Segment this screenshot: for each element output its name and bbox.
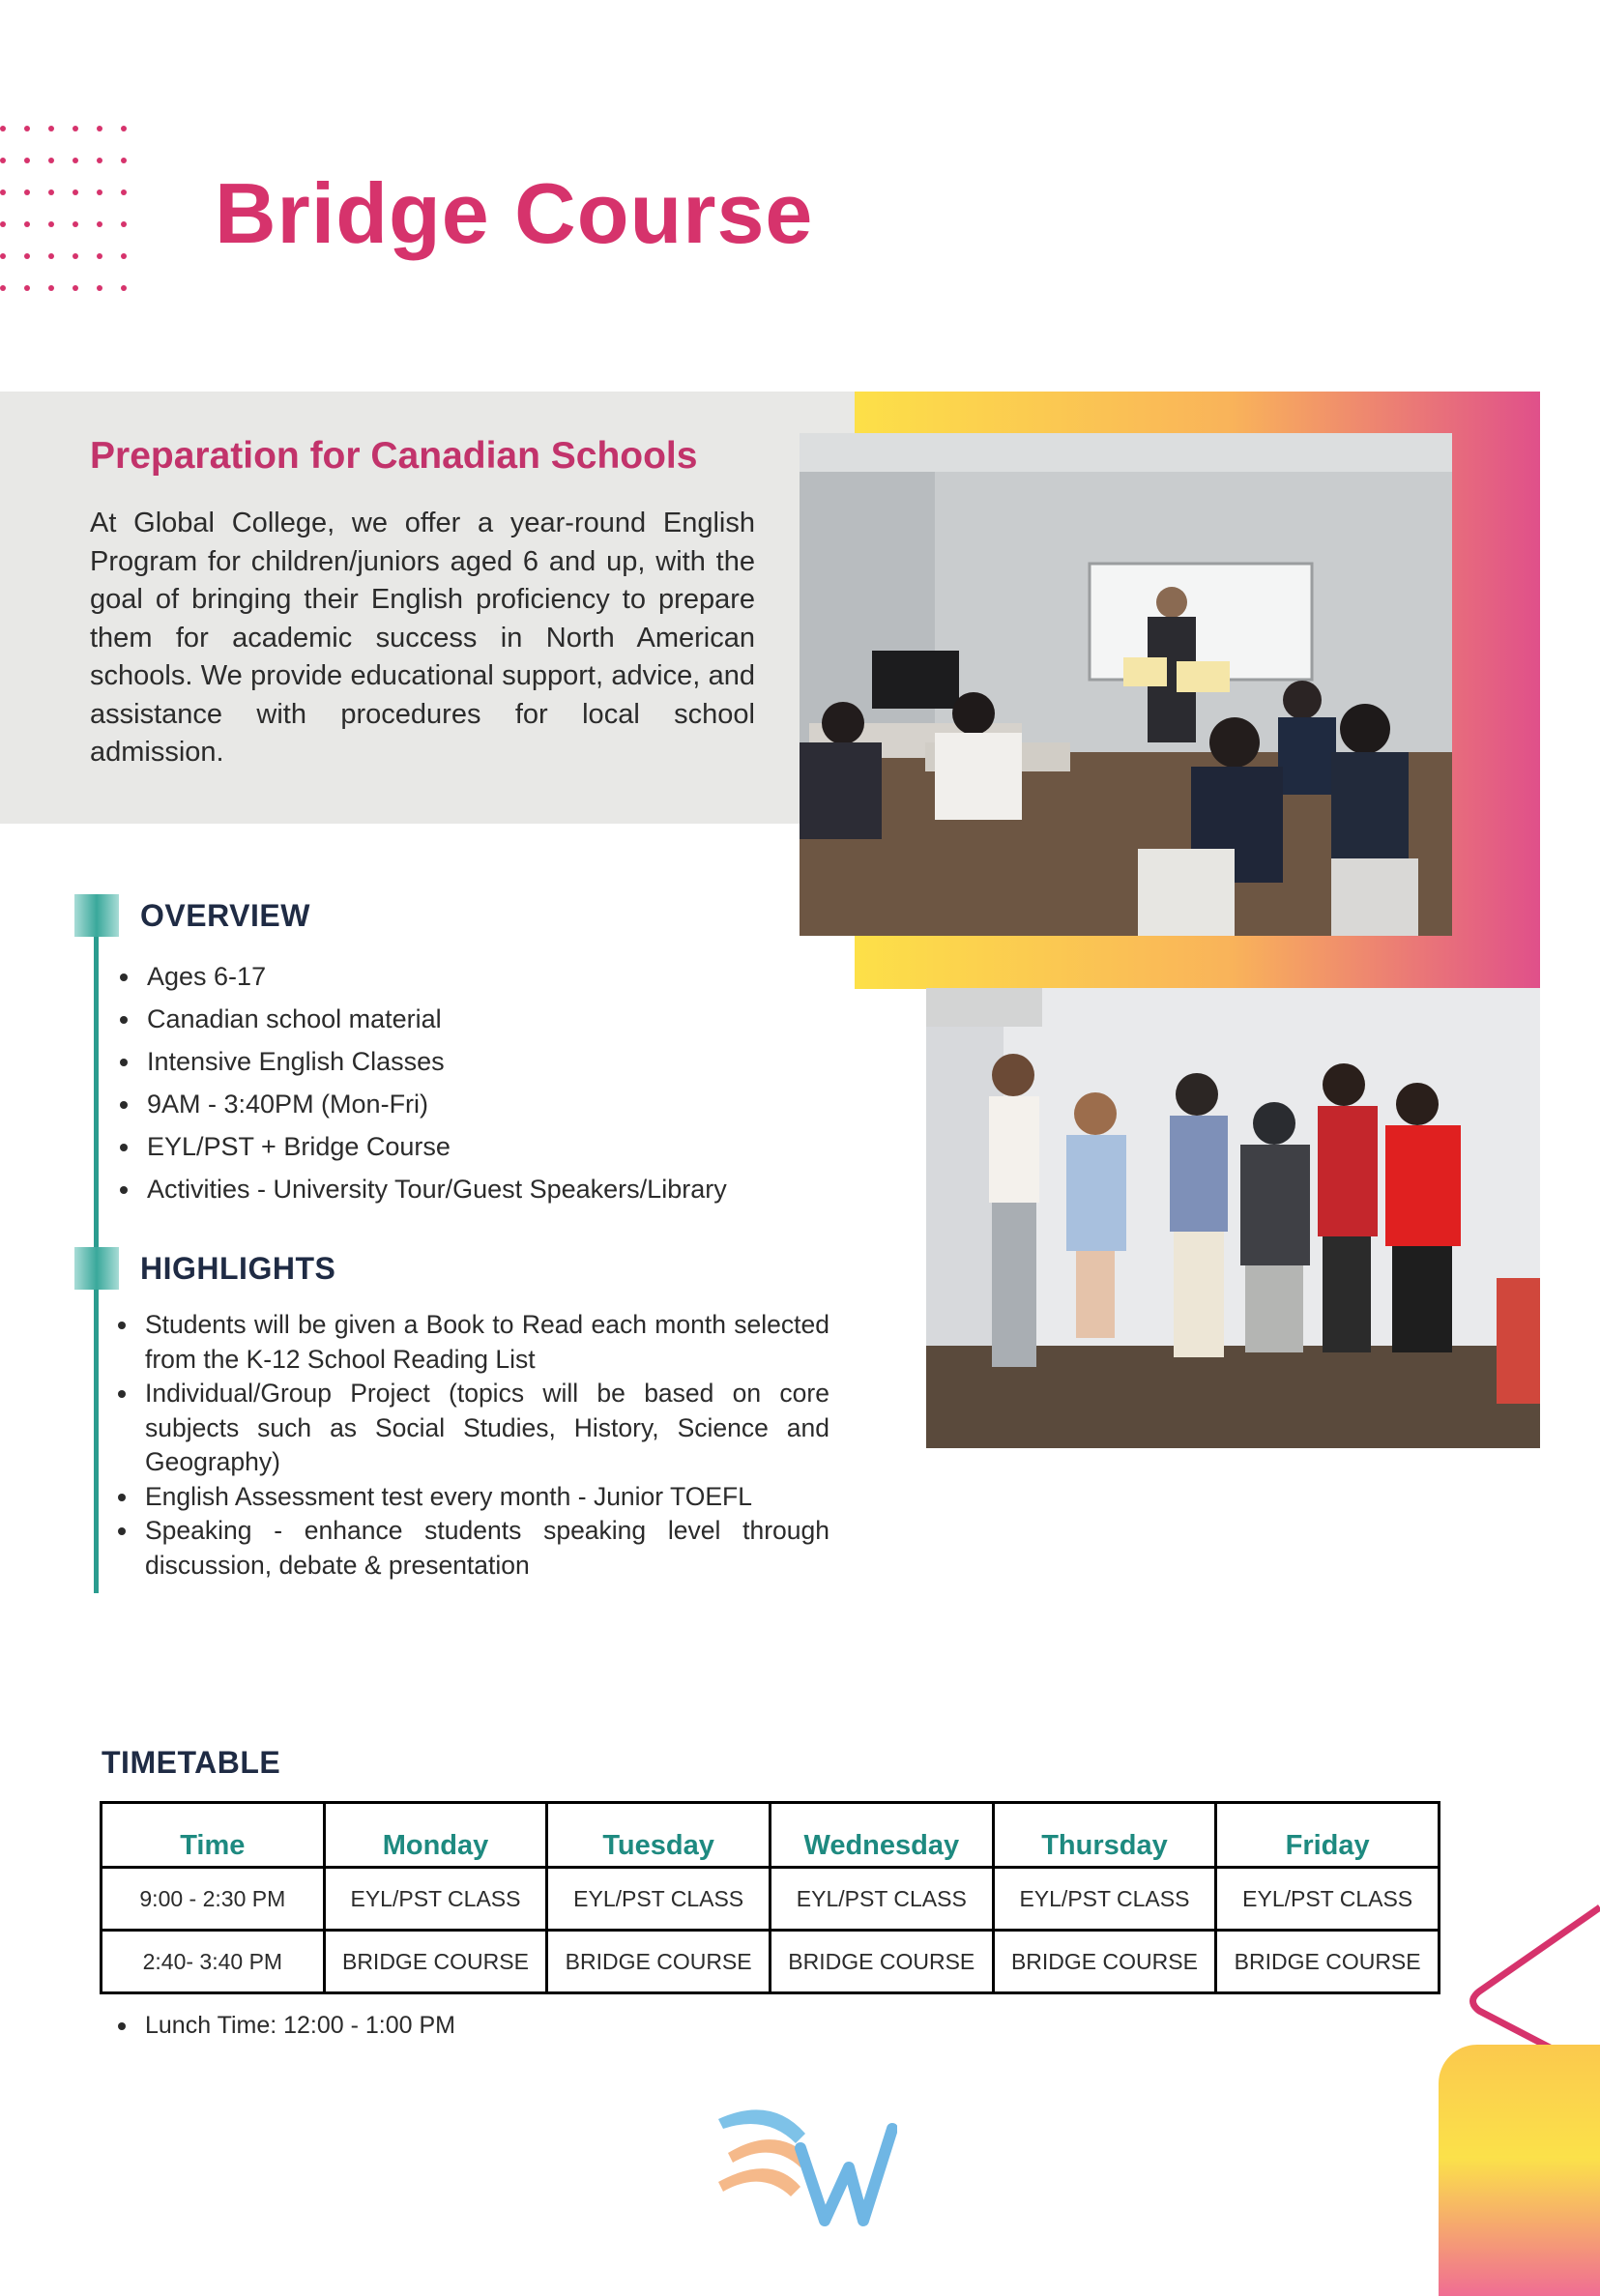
- highlights-list: [114, 1308, 829, 1583]
- logo-icon: [704, 2100, 897, 2235]
- group-photo: [926, 988, 1540, 1448]
- column-header: Tuesday: [548, 1804, 769, 1866]
- grid-dot: [97, 253, 102, 259]
- table-cell: BRIDGE COURSE: [548, 1932, 769, 1991]
- grid-dot: [48, 126, 54, 131]
- table-cell: 2:40- 3:40 PM: [102, 1932, 323, 1991]
- table-row: [102, 1932, 1438, 1991]
- grid-dot: [121, 189, 127, 195]
- grid-dot: [97, 285, 102, 291]
- table-cell: EYL/PST CLASS: [995, 1869, 1215, 1929]
- table-cell: EYL/PST CLASS: [326, 1869, 546, 1929]
- grid-dot: [97, 158, 102, 163]
- table-cell: EYL/PST CLASS: [548, 1869, 769, 1929]
- grid-dot: [73, 253, 78, 259]
- table-cell: 9:00 - 2:30 PM: [102, 1869, 323, 1929]
- grid-dot: [24, 221, 30, 227]
- highlights-heading: HIGHLIGHTS: [140, 1251, 336, 1286]
- table-cell: BRIDGE COURSE: [326, 1932, 546, 1991]
- list-item: Intensive English Classes: [116, 1042, 831, 1085]
- intro-heading: Preparation for Canadian Schools: [90, 435, 698, 477]
- list-item: Canadian school material: [116, 1000, 831, 1042]
- grid-dot: [0, 158, 6, 163]
- grid-dot: [73, 221, 78, 227]
- intro-text: At Global College, we offer a year-round English Program for children/juniors aged 6 and up, with the goal of bringing their English proficiency to prepare them for academic success in North American schools. We provide educational support, advice, and assistance with procedures for local school admission.: [90, 508, 755, 768]
- grid-dot: [24, 126, 30, 131]
- grid-dot: [97, 221, 102, 227]
- column-header: Thursday: [995, 1804, 1215, 1866]
- list-item: English Assessment test every month - Junior TOEFL: [114, 1480, 829, 1515]
- table-cell: EYL/PST CLASS: [1217, 1869, 1438, 1929]
- table-cell: BRIDGE COURSE: [771, 1932, 992, 1991]
- column-header: Monday: [326, 1804, 546, 1866]
- grid-dot: [73, 126, 78, 131]
- column-header: Time: [102, 1804, 323, 1866]
- list-item: Ages 6-17: [116, 957, 831, 1000]
- list-item: Speaking - enhance students speaking level through discussion, debate & presentation: [114, 1514, 829, 1583]
- overview-list: [116, 957, 831, 1212]
- grid-dot: [0, 285, 6, 291]
- grid-dot: [24, 189, 30, 195]
- grid-dot: [97, 126, 102, 131]
- list-item: EYL/PST + Bridge Course: [116, 1127, 831, 1170]
- grid-dot: [0, 253, 6, 259]
- grid-dot: [73, 285, 78, 291]
- table-cell: BRIDGE COURSE: [1217, 1932, 1438, 1991]
- grid-dot: [121, 221, 127, 227]
- table-header-row: [102, 1804, 1438, 1866]
- grid-dot: [0, 126, 6, 131]
- grid-dot: [73, 158, 78, 163]
- column-header: Wednesday: [771, 1804, 992, 1866]
- table-cell: BRIDGE COURSE: [995, 1932, 1215, 1991]
- overview-marker: [74, 894, 119, 937]
- classroom-photo: [800, 433, 1452, 936]
- page-title: Bridge Course: [215, 165, 814, 261]
- list-item: Lunch Time: 12:00 - 1:00 PM: [114, 2009, 694, 2042]
- lunch-note: [114, 2009, 694, 2042]
- grid-dot: [73, 189, 78, 195]
- list-item: Students will be given a Book to Read each month selected from the K-12 School Reading List: [114, 1308, 829, 1377]
- grid-dot: [24, 158, 30, 163]
- grid-dot: [48, 221, 54, 227]
- highlights-marker: [74, 1247, 119, 1290]
- corner-decoration: [1439, 2045, 1600, 2296]
- dot-grid-decoration: [0, 126, 145, 305]
- timetable: [100, 1801, 1440, 1994]
- timetable-heading: TIMETABLE: [102, 1745, 281, 1780]
- grid-dot: [48, 285, 54, 291]
- grid-dot: [48, 158, 54, 163]
- column-header: Friday: [1217, 1804, 1438, 1866]
- grid-dot: [0, 189, 6, 195]
- grid-dot: [121, 253, 127, 259]
- list-item: Activities - University Tour/Guest Speakers/Library: [116, 1170, 831, 1212]
- overview-heading: OVERVIEW: [140, 898, 310, 933]
- grid-dot: [48, 253, 54, 259]
- list-item: 9AM - 3:40PM (Mon-Fri): [116, 1085, 831, 1127]
- list-item: Individual/Group Project (topics will be based on core subjects such as Social Studies, History, Science and Geography): [114, 1377, 829, 1480]
- table-cell: EYL/PST CLASS: [771, 1869, 992, 1929]
- table-row: [102, 1869, 1438, 1929]
- grid-dot: [48, 189, 54, 195]
- grid-dot: [121, 285, 127, 291]
- grid-dot: [97, 189, 102, 195]
- grid-dot: [24, 253, 30, 259]
- grid-dot: [121, 126, 127, 131]
- grid-dot: [121, 158, 127, 163]
- grid-dot: [24, 285, 30, 291]
- grid-dot: [0, 221, 6, 227]
